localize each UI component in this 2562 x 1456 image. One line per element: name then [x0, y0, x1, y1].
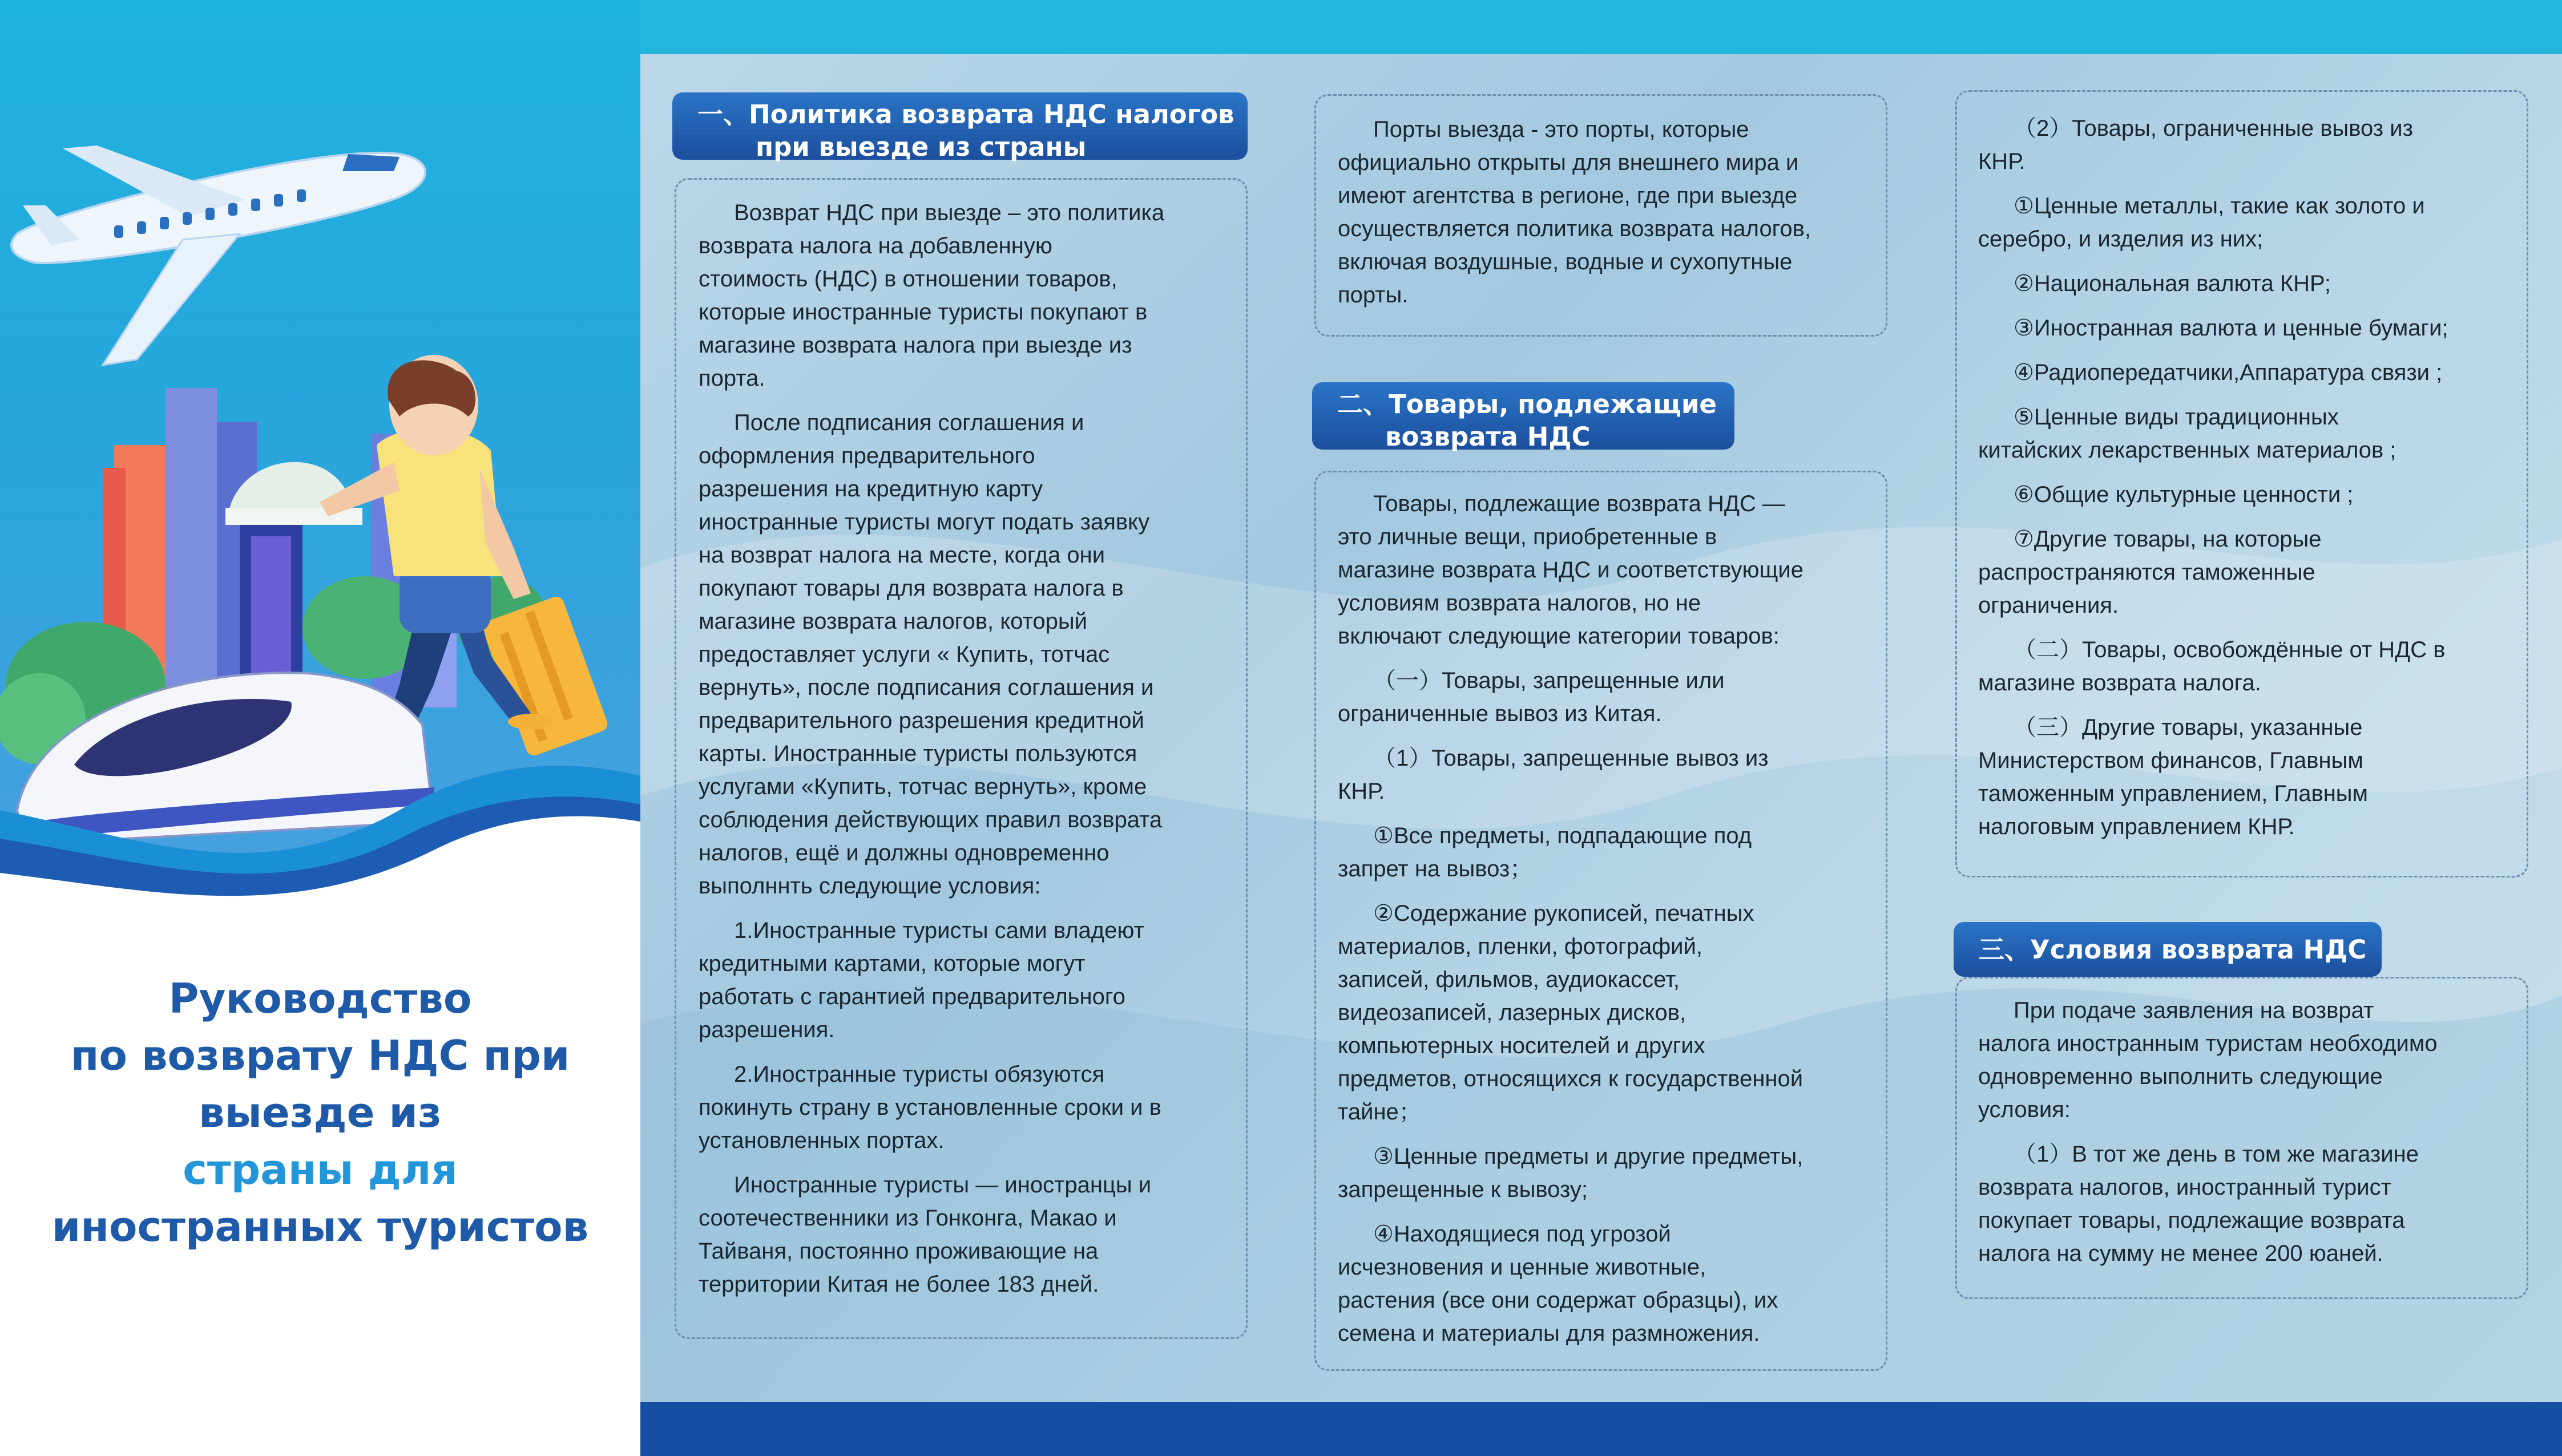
paragraph: [1978, 711, 2515, 843]
paragraph-line: При подаче заявления на возврат: [2014, 998, 2374, 1023]
paragraph-line: магазине возврата налога при выезде из: [699, 333, 1132, 358]
paragraph: [699, 196, 1235, 395]
paragraph-line: Тайваня, постоянно проживающие на: [699, 1239, 1099, 1264]
guide-title: [17, 970, 623, 1255]
paragraph-line: ③Ценные предметы и другие предметы,: [1373, 1144, 1804, 1169]
paragraph-line: ④Находящиеся под угрозой: [1373, 1222, 1671, 1247]
paragraph-line: осуществляется политика возврата налогов,: [1338, 216, 1811, 241]
paragraph: [1978, 112, 2515, 178]
paragraph: [699, 1058, 1235, 1157]
paragraph-line: исчезновения и ценные животные,: [1338, 1255, 1706, 1280]
paragraph-line: предметов, относящихся к государственной: [1338, 1066, 1804, 1091]
section1-heading: [672, 92, 1248, 160]
paragraph-line: работать с гарантией предварительного: [699, 984, 1125, 1009]
guide-title-line-1: Руководство: [168, 974, 472, 1022]
section2-heading: [1312, 382, 1734, 450]
paragraph-line: покупают товары для возврата налога в: [699, 576, 1124, 601]
paragraph-line: официально открыты для внешнего мира и: [1338, 150, 1799, 175]
paragraph: [1338, 1218, 1874, 1350]
paragraph-line: предварительного разрешения кредитной: [699, 708, 1144, 733]
paragraph-line: возврата налогов, иностранный турист: [1978, 1175, 2391, 1200]
paragraph-line: налоговым управлением КНР.: [1978, 814, 2295, 839]
paragraph: [1338, 742, 1874, 808]
paragraph: [1338, 113, 1874, 312]
paragraph: [1338, 819, 1874, 885]
paragraph-line: ①Ценные металлы, такие как золото и: [2014, 193, 2425, 219]
paragraph: [1978, 189, 2515, 256]
paragraph-line: налогов, ещё и должны одновременно: [699, 840, 1109, 865]
paragraph-line: запрещенные к вывозу;: [1338, 1177, 1588, 1202]
paragraph: [699, 1168, 1235, 1301]
paragraph-line: соотечественники из Гонконга, Макао и: [699, 1206, 1117, 1231]
paragraph-line: стоимость (НДС) в отношении товаров,: [699, 266, 1117, 292]
travel-illustration: [0, 0, 640, 913]
paragraph-line: растения (все они содержат образцы), их: [1338, 1288, 1778, 1313]
paragraph-line: выполннть следующие условия:: [699, 873, 1041, 899]
paragraph-line: запрет на вывоз；: [1338, 856, 1533, 881]
paragraph-line: магазине возврата налога.: [1978, 670, 2261, 695]
paragraph-line: распространяются таможенные: [1978, 560, 2315, 585]
paragraph: [1978, 478, 2515, 511]
section2-continued-text: [1978, 112, 2515, 855]
guide-title-line-3: выезде из: [199, 1089, 442, 1137]
paragraph-line: включая воздушные, водные и сухопутные: [1338, 249, 1793, 274]
paragraph-line: ③Иностранная валюта и ценные бумаги;: [2014, 316, 2448, 341]
paragraph-line: Возврат НДС при выезде – это политика: [734, 200, 1165, 225]
paragraph: [1338, 487, 1874, 653]
paragraph-line: разрешения на кредитную карту: [699, 476, 1043, 501]
paragraph-line: имеют агентства в регионе, где при выезде: [1338, 183, 1798, 208]
paragraph: [1978, 523, 2515, 622]
guide-title-line-4: страны для: [183, 1146, 458, 1194]
section2-heading-line-2: возврата НДС: [1385, 422, 1591, 452]
paragraph: [1338, 664, 1874, 730]
paragraph: [1978, 994, 2515, 1126]
section3-heading-line-1: 三、Условия возврата НДС: [1979, 935, 2367, 965]
paragraph-line: услугами «Купить, тотчас вернуть», кроме: [699, 774, 1147, 799]
paragraph-line: ограничения.: [1978, 593, 2119, 618]
paragraph-line: таможенным управлением, Главным: [1978, 781, 2369, 806]
paragraph-line: записей, фильмов, аудиокассет,: [1338, 967, 1680, 992]
paragraph: [1978, 401, 2515, 467]
paragraph-line: 1.Иностранные туристы сами владеют: [734, 918, 1144, 943]
paragraph-line: налога иностранным туристам необходимо: [1978, 1031, 2438, 1056]
paragraph-line: серебро, и изделия из них;: [1978, 227, 2264, 252]
paragraph-line: китайских лекарственных материалов ;: [1978, 438, 2396, 463]
paragraph-line: ⑥Общие культурные ценности ;: [2014, 482, 2354, 507]
paragraph-line: территории Китая не более 183 дней.: [699, 1272, 1099, 1297]
paragraph-line: видеозаписей, лазерных дисков,: [1338, 1000, 1687, 1025]
paragraph-line: которые иностранные туристы покупают в: [699, 300, 1148, 325]
paragraph-line: это личные вещи, приобретенные в: [1338, 524, 1717, 549]
paragraph-line: КНР.: [1978, 149, 2026, 174]
paragraph-line: （二）Товары, освобождённые от НДС в: [2014, 637, 2446, 662]
paragraph: [1978, 1138, 2515, 1270]
paragraph: [1978, 267, 2515, 300]
section1-heading-line-1: 一、Политика возврата НДС налогов: [697, 99, 1234, 130]
paragraph-line: Иностранные туристы — иностранцы и: [734, 1172, 1152, 1198]
paragraph-line: возврата налога на добавленную: [699, 233, 1052, 258]
paragraph-line: материалов, пленки, фотографий,: [1338, 934, 1702, 959]
paragraph-line: порты.: [1338, 282, 1409, 308]
section1-text: [699, 196, 1235, 1312]
ports-text: [1338, 113, 1874, 323]
section1-heading-line-2: при выезде из страны: [756, 132, 1087, 162]
paragraph-line: покинуть страну в установленные сроки и в: [699, 1095, 1161, 1120]
paragraph: [699, 406, 1235, 903]
paragraph-line: （一）Товары, запрещенные или: [1373, 668, 1725, 693]
paragraph-line: разрешения.: [699, 1017, 835, 1042]
paragraph-line: （2）Товары, ограниченные вывоз из: [2014, 116, 2413, 141]
paragraph-line: соблюдения действующих правил возврата: [699, 807, 1163, 832]
paragraph-line: КНР.: [1338, 779, 1385, 804]
paragraph-line: оформления предварительного: [699, 443, 1035, 468]
paragraph-line: включают следующие категории товаров:: [1338, 624, 1780, 649]
paragraph-line: условиям возврата налогов, но не: [1338, 591, 1701, 616]
paragraph-line: предоставляет услуги « Купить, тотчас: [699, 642, 1110, 667]
paragraph-line: （三）Другие товары, указанные: [2014, 715, 2363, 740]
guide-title-line-2: по возврату НДС при: [70, 1032, 570, 1079]
paragraph-line: ②Национальная валюта КНР;: [2014, 271, 2331, 296]
paragraph-line: компьютерных носителей и других: [1338, 1033, 1705, 1058]
paragraph-line: После подписания соглашения и: [734, 410, 1084, 435]
paragraph-line: ②Содержание рукописей, печатных: [1373, 901, 1754, 926]
paragraph-line: порта.: [699, 366, 765, 391]
paragraph: [1338, 897, 1874, 1129]
paragraph-line: тайне；: [1338, 1099, 1422, 1125]
section2-text: [1338, 487, 1874, 1361]
paragraph-line: карты. Иностранные туристы пользуются: [699, 741, 1137, 766]
paragraph-line: （1）В тот же день в том же магазине: [2014, 1142, 2419, 1167]
paragraph-line: кредитными картами, которые могут: [699, 951, 1086, 976]
paragraph-line: 2.Иностранные туристы обязуются: [734, 1062, 1105, 1087]
paragraph: [1978, 633, 2515, 699]
paragraph: [1978, 356, 2515, 389]
bottom-band: [640, 1402, 2562, 1456]
cover-panel: [0, 0, 640, 1456]
paragraph-line: одновременно выполнить следующие: [1978, 1064, 2383, 1089]
paragraph-line: （1）Товары, запрещенные вывоз из: [1373, 746, 1769, 771]
paragraph: [1978, 312, 2515, 345]
paragraph-line: покупает товары, подлежащие возврата: [1978, 1208, 2405, 1233]
paragraph-line: ④Радиопередатчики,Аппаратура связи ;: [2014, 360, 2443, 385]
paragraph: [699, 914, 1235, 1046]
paragraph-line: установленных портах.: [699, 1128, 945, 1153]
paragraph: [1338, 1140, 1874, 1206]
section3-heading: [1954, 922, 2382, 977]
section3-text: [1978, 994, 2515, 1281]
paragraph-line: ⑦Другие товары, на которые: [2014, 527, 2322, 552]
paragraph-line: ①Все предметы, подпадающие под: [1373, 823, 1752, 848]
paragraph-line: Порты выезда - это порты, которые: [1373, 117, 1749, 142]
section2-heading-line-1: 二、Товары, подлежащие: [1337, 389, 1717, 419]
paragraph-line: семена и материалы для размножения.: [1338, 1321, 1760, 1346]
paragraph-line: магазине возврата налогов, который: [699, 609, 1087, 634]
paragraph-line: ⑤Ценные виды традиционных: [2014, 405, 2339, 430]
paragraph-line: магазине возврата НДС и соответствующие: [1338, 557, 1804, 583]
paragraph-line: ограниченные вывоз из Китая.: [1338, 701, 1662, 726]
paragraph-line: Министерством финансов, Главным: [1978, 748, 2363, 773]
paragraph-line: вернуть», после подписания соглашения и: [699, 675, 1154, 700]
paragraph-line: налога на сумму не менее 200 юаней.: [1978, 1241, 2383, 1266]
airplane-icon: [11, 145, 425, 365]
paragraph-line: иностранные туристы могут подать заявку: [699, 509, 1150, 535]
paragraph-line: на возврат налога на месте, когда они: [699, 543, 1106, 568]
paragraph-line: условия:: [1978, 1097, 2071, 1122]
guide-title-line-5: иностранных туристов: [51, 1203, 589, 1251]
paragraph-line: Товары, подлежащие возврата НДС —: [1373, 491, 1785, 516]
